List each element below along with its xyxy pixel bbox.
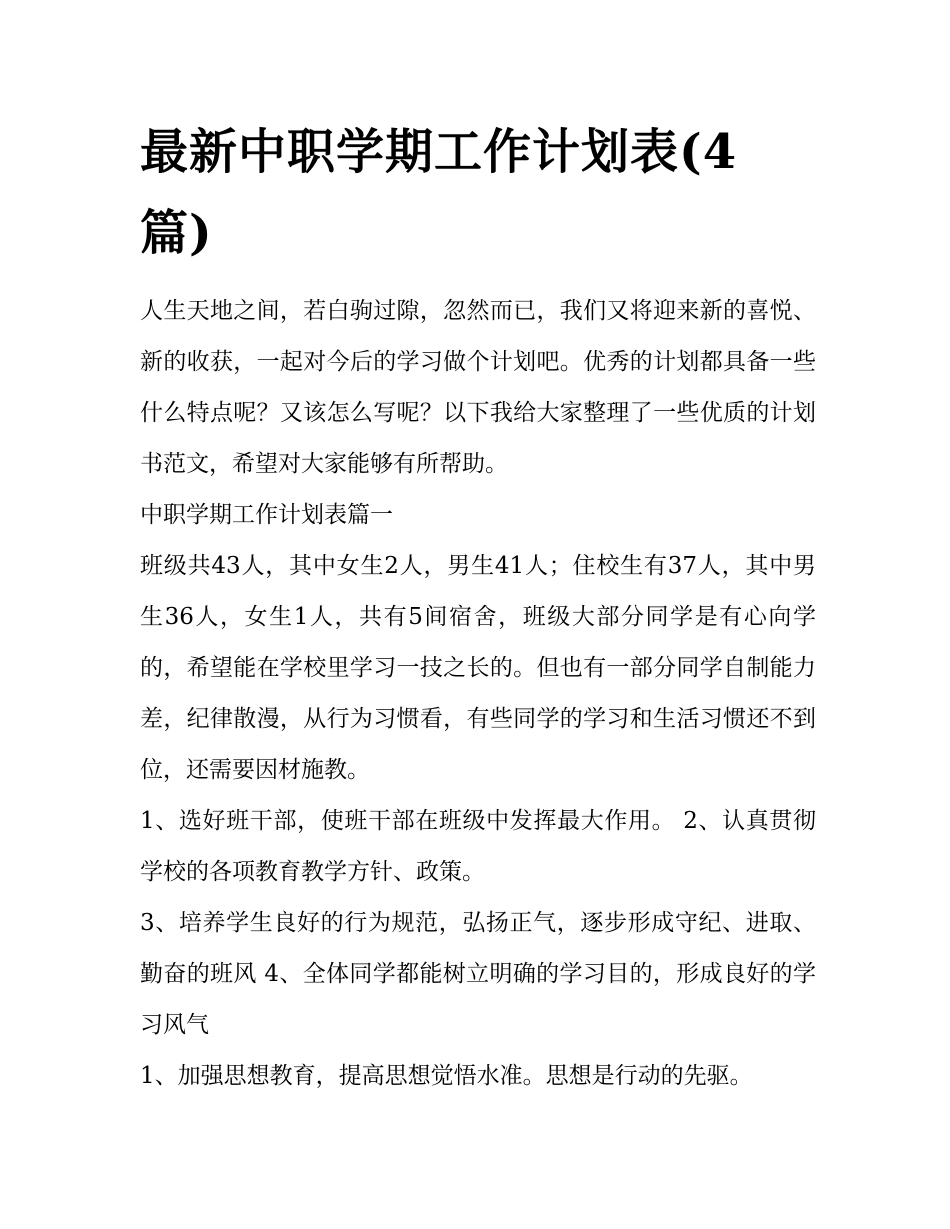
class-overview-paragraph: 班级共43人，其中女生2人，男生41人；住校生有37人，其中男生36人，女生1人，共有5间宿舍，班级大部分同学是有心向学的，希望能在学校里学习一技之长的。但也有一部分同学自制能力差，纪律散漫，从行为习惯看，有些同学的学习和生活习惯还不到位，还需要因材施教。	[140, 553, 816, 783]
section-heading: 中职学期工作计划表篇一	[140, 502, 393, 528]
document-title: 最新中职学期工作计划表(4篇)	[140, 124, 738, 261]
goals-paragraph-2: 3、培养学生良好的行为规范，弘扬正气，逐步形成守纪、进取、勤奋的班风 4、全体同学都能树立明确的学习目的，形成良好的学习风气	[140, 910, 816, 1038]
measures-paragraph: 1、加强思想教育，提高思想觉悟水准。思想是行动的先驱。	[140, 1063, 753, 1089]
document-content	[140, 112, 816, 1102]
goals-paragraph-1: 1、选好班干部，使班干部在班级中发挥最大作用。 2、认真贯彻学校的各项教育教学方针、政策。	[140, 808, 816, 885]
intro-paragraph: 人生天地之间，若白驹过隙，忽然而已，我们又将迎来新的喜悦、新的收获，一起对今后的学习做个计划吧。优秀的计划都具备一些什么特点呢？又该怎么写呢？以下我给大家整理了一些优质的计划书范文，希望对大家能够有所帮助。	[140, 298, 816, 477]
